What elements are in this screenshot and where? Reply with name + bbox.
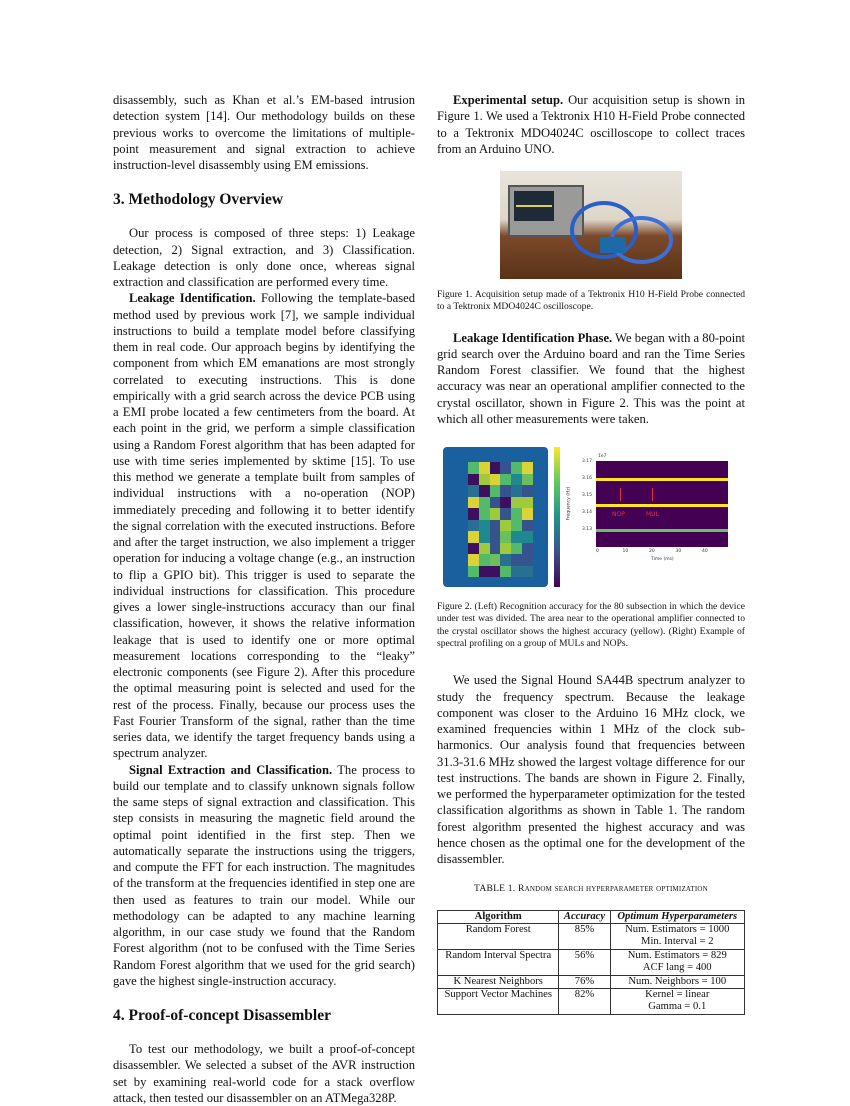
paragraph-lead: Leakage Identification. [129,291,256,306]
param-line: ACF lang = 400 [642,962,712,974]
disassembler-paragraph: To test our methodology, we built a proof-of-concept disassembler. We selected a subset of the AVR instruction set by examining real-world code for a stack overflow attack, then tested our disassembler on an ATMega328P. [113,1042,415,1105]
paragraph-text: We began with a 80-point grid search over the Arduino board and ran the Time Series Random Forest classifier. We found that the highest accuracy was near an operational amplifier connected to the crystal oscillator, shown in Figure 2. This was the point at which all other measurements were taken. [437,330,745,426]
spectrogram [596,461,728,547]
table-label: TABLE 1. [474,883,518,895]
param-line: Gamma = 0.1 [648,1001,707,1013]
table-row [438,975,745,988]
paragraph-text: Following the template-based method used by previous work [7], we sample individual instructions to build a template model before classifying them in real code. Our approach begins by identifying the component from which EM emanations are most strongly correlated to executing instructions. This is done empirically with a grid search across the device PCB using a EMI probe located a few centimeters from the board. At each point in the grid, we perform a simple classification using a Random Forest algorithm that has been adapted for use with time series implemented by sktime [15]. To use this method we generate a template built from samples of individual instructions with a no-operation (NOP) immediately preceding and following it to better identify the signal correlation with the executed instructions. Before and after the target instruction, we also implement a trigger operation for inducing a voltage change (e.g., an instruction to flip a GPIO bit). This trigger is used to separate the individual instructions for classification. This procedure gives a lower single-instructions accuracy than our final classification, however, it shows the relative information leakage that is used to identify one or more optimal measurement locations corresponding to the “leaky” electronic components (see Figure 2). After this procedure the optimal measuring point is selected and used for the rest of the process. Finally, because our process uses the Fast Fourier Transform of the signal, rather than the time series data, we identify the target frequency bands using a spectrum analyzer. [113,291,416,761]
section-4-heading: 4. Proof-of-concept Disassembler [113,1007,331,1024]
x-tick-label: 10 [622,549,629,555]
params-cell [610,949,744,975]
left-column [113,92,415,1106]
x-tick-label: 20 [649,549,655,555]
leakage-phase-paragraph [437,330,745,428]
algorithm-cell: Support Vector Machines [438,988,559,1014]
param-line: Kernel = linear [645,988,710,1000]
paragraph-lead: Leakage Identification Phase. [453,330,613,345]
table-row [438,949,745,975]
x-tick-label: 40 [702,549,708,555]
y-axis-label: Frequency (Hz) [566,486,572,521]
y-tick-label: 3.14 [582,510,593,516]
column-header: Optimum Hyperparameters [610,910,744,923]
leakage-identification-paragraph [113,290,415,761]
signal-extraction-paragraph [113,762,415,990]
experimental-setup-paragraph [437,92,745,157]
band [596,529,728,532]
band [596,478,728,481]
accuracy-cell: 56% [559,949,610,975]
methodology-paragraph: Our process is composed of three steps: 1) Leakage detection, 2) Signal extraction, and 3) Classification. Leakage detection is only done once, whereas signal extraction and classification are performed every time. [113,226,415,289]
x-tick-label: 0 [596,549,599,555]
table-row [438,923,745,949]
params-cell [610,923,744,949]
y-tick-label: 3.17 [582,459,593,465]
accuracy-cell: 76% [559,975,610,988]
colorbar [554,447,560,587]
section-3-heading: 3. Methodology Overview [113,191,284,209]
right-column [437,92,745,1015]
params-cell [610,975,744,988]
y-tick-label: 3.13 [582,527,593,533]
arduino-board [600,237,626,253]
y-tick-label: 3.16 [582,476,593,482]
paragraph-lead: Signal Extraction and Classification. [129,762,333,777]
intro-paragraph: disassembly, such as Khan et al.’s EM-based intrusion detection system [14]. Our methodology builds on these previous works to overcome the limitations of multiple-point measurement and signal extraction to achieve instruction-level disassembly using EM emissions. [113,93,415,172]
x-axis-label: Time (ms) [651,557,674,563]
figure-2 [437,447,745,650]
table-row [438,988,745,1014]
band [596,504,728,507]
y-exponent: 1e7 [598,454,607,460]
paragraph-text: Our acquisition setup is shown in Figure 1. We used a Tektronix H10 H-Field Probe connected to a Tektronix MDO4024C oscilloscope to collect traces from an Arduino UNO. [437,93,745,156]
paragraph-text: The process to build our template and to classify unknown signals follow the same steps of signal extraction and classification. This step consists in measuring the magnetic field around the optimal point identified in the first step. Then we automatically separate the instructions using the triggers, and compute the FFT for each instruction. The magnitudes of the transform at the frequencies identified in step one are then used as features to train our model. While our methodology can be adapted to any machine learning algorithm, in our case study we found that the Random Forest algorithm (not to be confused with the Time Series Random Forest algorithm that we used for the grid search) gave the highest single-instruction accuracy. [113,762,415,988]
y-tick-label: 3.15 [582,493,593,499]
column-header: Accuracy [559,910,610,923]
hyperparameter-table [437,910,745,1015]
param-line: Num. Neighbors = 100 [628,975,727,987]
algorithm-cell: Random Forest [438,923,559,949]
table-1-caption [437,881,745,897]
param-line: Num. Estimators = 1000 [625,923,730,935]
algorithm-cell: K Nearest Neighbors [438,975,559,988]
params-cell [610,988,744,1014]
table-title: Random search hyperparameter optimization [517,883,708,895]
accuracy-cell: 82% [559,988,610,1014]
mul-annotation: MUL [646,511,659,519]
arduino-heatmap [443,447,548,587]
paragraph-lead: Experimental setup. [453,93,564,107]
column-header: Algorithm [438,910,559,923]
acquisition-setup-photo [500,171,682,279]
param-line: Min. Interval = 2 [641,936,714,948]
figure-2-caption: Figure 2. (Left) Recognition accuracy for the 80 subsection in which the device under test was divided. The area near to the operational amplifier connected to the crystal oscillator shows the highest accuracy (yellow). (Right) Example of spectral profiling on a group of MULs and NOPs. [437,601,745,649]
param-line: Num. Estimators = 829 [627,949,727,961]
figure-1 [437,171,745,314]
x-tick-label: 30 [675,549,682,555]
accuracy-cell: 85% [559,923,610,949]
spectrum-paragraph: We used the Signal Hound SA44B spectrum analyzer to study the frequency spectrum. Because the leakage component was closer to the Arduino 16 MHz clock, we examined frequencies within 1 MHz of the clock sub-harmonics. Our analysis found that frequencies between 31.3-31.6 MHz showed the largest voltage difference for our test instructions. The bands are shown in Figure 2. Finally, we performed the hyperparameter optimization for the tested classification algorithms as shown in Table 1. The random forest algorithm presented the highest accuracy and was hence chosen as the optimal one for the development of the disassembler. [437,673,745,867]
figure-1-caption: Figure 1. Acquisition setup made of a Tektronix H10 H-Field Probe connected to a Tektronix MDO4024C oscilloscope. [437,289,745,313]
nop-annotation: NOP [612,511,625,519]
algorithm-cell: Random Interval Spectra [438,949,559,975]
